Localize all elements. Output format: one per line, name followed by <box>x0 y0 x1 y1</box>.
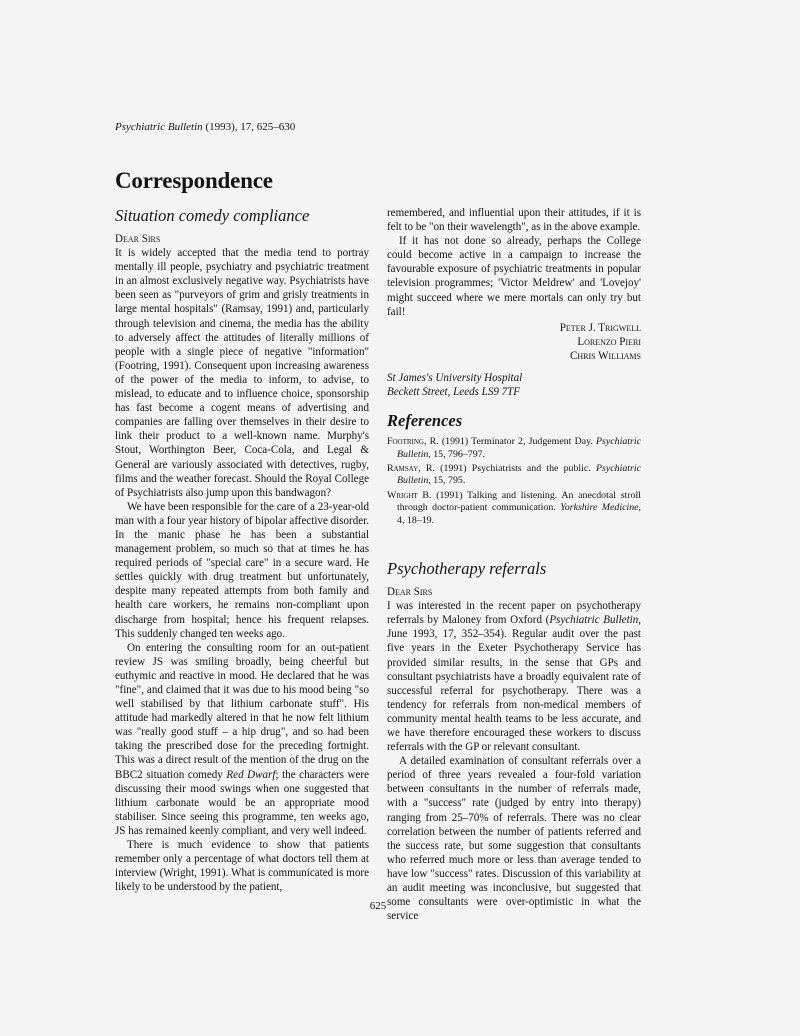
signatory: Lorenzo Pieri <box>577 335 641 348</box>
reference-journal: Psychiatric Bulletin <box>397 436 641 460</box>
salutation: Dear Sirs <box>387 586 433 599</box>
reference-text: (1991) Talking and listening. An anecdotal stroll through doctor-patient communication. <box>397 489 642 514</box>
paragraph: We have been responsible for the care of a 23-year-old man with a four year history of bipolar affective disorder. In the manic phase he has been a substantial management problem, so much so that at times he has required periods of "special care" in a secure ward. He settles quickly with drug treatment but unfortunately, despite many repeated attempts from both family and health care workers, he remains non-compliant upon discharge from hospital; hence his frequent relapses. This suddenly changed ten weeks ago. <box>115 500 369 640</box>
paragraph <box>115 641 369 838</box>
paragraph: There is much evidence to show that patients remember only a percentage of what doctors tell them at interview (Wright, 1991). What is communicated is more likely to be understood by the patient, <box>115 839 369 894</box>
reference-volume: , 15, 796–797. <box>428 448 486 460</box>
article-title-psychotherapy-referrals: Psychotherapy referrals <box>387 559 547 579</box>
article-title-situation-comedy: Situation comedy compliance <box>115 206 310 225</box>
page-number: 625 <box>369 900 387 912</box>
reference-item <box>387 490 641 527</box>
running-head-journal: Psychiatric Bulletin <box>115 121 203 133</box>
section-title: Correspondence <box>115 168 273 193</box>
reference-volume: , 15, 795. <box>428 475 466 487</box>
show-title: Red Dwarf <box>226 768 276 781</box>
paragraph: remembered, and influential upon their attitudes, if it is felt to be "on their wavelength", as in the above example. <box>387 207 641 234</box>
right-column <box>387 206 641 923</box>
journal-name: Psychiatric Bulletin <box>549 614 639 627</box>
paragraph <box>387 599 641 754</box>
reference-author: Ramsay, R. <box>387 463 435 475</box>
references-title: References <box>387 411 463 431</box>
reference-author: Wright B. <box>387 489 432 501</box>
reference-volume: , 4, 18–19. <box>397 502 642 526</box>
left-column <box>115 206 369 894</box>
paragraph: It is widely accepted that the media tend to portray mentally ill people, psychiatry and psychiatric treatment in an almost exclusively negative way. Psychiatrists have been seen as "purveyors of grim and grisly treatments in large mental hospitals" (Ramsay, 1991) and, particularly through television and cinema, the media has the ability to adversely affect the attitudes of literally millions of people with a single piece of negative "information" (Footring, 1991). Consequent upon increasing awareness of the power of the media to inform, to advise, to mislead, to educate and to influence choice, sponsorship has fast become a cogent means of advertising and companies are falling over themselves in their desire to link their product to a well-known name. Murphy's Stout, Worthington Beer, Coca-Cola, and Legal & General are variously associated with detectives, rugby, films and the weather forecast. Should the Royal College of Psychiatrists also jump upon this bandwagon? <box>115 247 369 499</box>
paragraph-text: On entering the consulting room for an out-patient review JS was smiling broadly, being cheerful but euthymic and reactive in mood. He declared that he was "fine", and claimed that it was due to his mood being "so well stabilised by that lithium carbonate stuff". His attitude had markedly altered in that he now felt lithium was "really good stuff – a hip drug", and so had been taking the prescribed dose for the preceding fortnight. This was a direct result of the mention of the drug on the BBC2 situation comedy <box>115 641 369 781</box>
salutation: Dear Sirs <box>115 233 161 245</box>
paragraph: If it has not done so already, perhaps the College could become active in a campaign to increase the favourable exposure of psychiatric treatments in popular television programmes; 'Victor Meldrew' and 'Lovejoy' might succeed where we mere mortals can only try but fail! <box>387 235 641 318</box>
reference-text: (1991) Terminator 2, Judgement Day. <box>438 436 597 448</box>
reference-journal: Psychiatric Bulletin <box>397 463 641 487</box>
reference-item <box>387 463 641 488</box>
reference-text: (1991) Psychiatrists and the public. <box>434 463 596 475</box>
running-head <box>115 121 295 133</box>
running-head-citation: (1993), 17, 625–630 <box>202 121 296 133</box>
paragraph-text: I was interested in the recent paper on psychotherapy referrals by Maloney from Oxford ( <box>387 600 641 627</box>
address-line: Beckett Street, Leeds LS9 7TF <box>387 386 521 399</box>
paragraph-text: ; the characters were discussing their mood swings when one suggested that lithium carbonate would be an appropriate mood stabiliser. Since seeing this programme, ten weeks ago, JS has remained keenly compliant, and very well indeed. <box>115 768 369 837</box>
paragraph: A detailed examination of consultant referrals over a period of three years revealed a four-fold variation between consultants in the number of referrals made, with a "success" rate (judged by entry into therapy) ranging from 25–70% of referrals. There was no clear correlation between the number of patients referred and the success rate, but some suggestion that consultants who referred much more or less than average tended to have low "success" rates. Discussion of this variability at an audit meeting was inconclusive, but suggested that some consultants were over-optimistic in what the service <box>387 755 641 923</box>
reference-journal: Yorkshire Medicine <box>560 502 639 514</box>
signatory: Chris Williams <box>569 349 641 362</box>
paragraph-text: , June 1993, 17, 352–354). Regular audit over the past five years in the Exeter Psychotherapy Service has provided similar results, in the sense that GPs and consultant psychiatrists have a broadly equivalent rate of successful referral for psychotherapy. There was a tendency for referrals from non-medical members of community mental health teams to be less accurate, and we have therefore encouraged these workers to discuss referrals with the GP or relevant consultant. <box>387 614 641 754</box>
address <box>387 371 641 399</box>
reference-item <box>387 436 641 461</box>
signatory: Peter J. Trigwell <box>559 321 641 334</box>
reference-author: Footring, R. <box>387 436 439 448</box>
address-line: St James's University Hospital <box>387 372 523 385</box>
